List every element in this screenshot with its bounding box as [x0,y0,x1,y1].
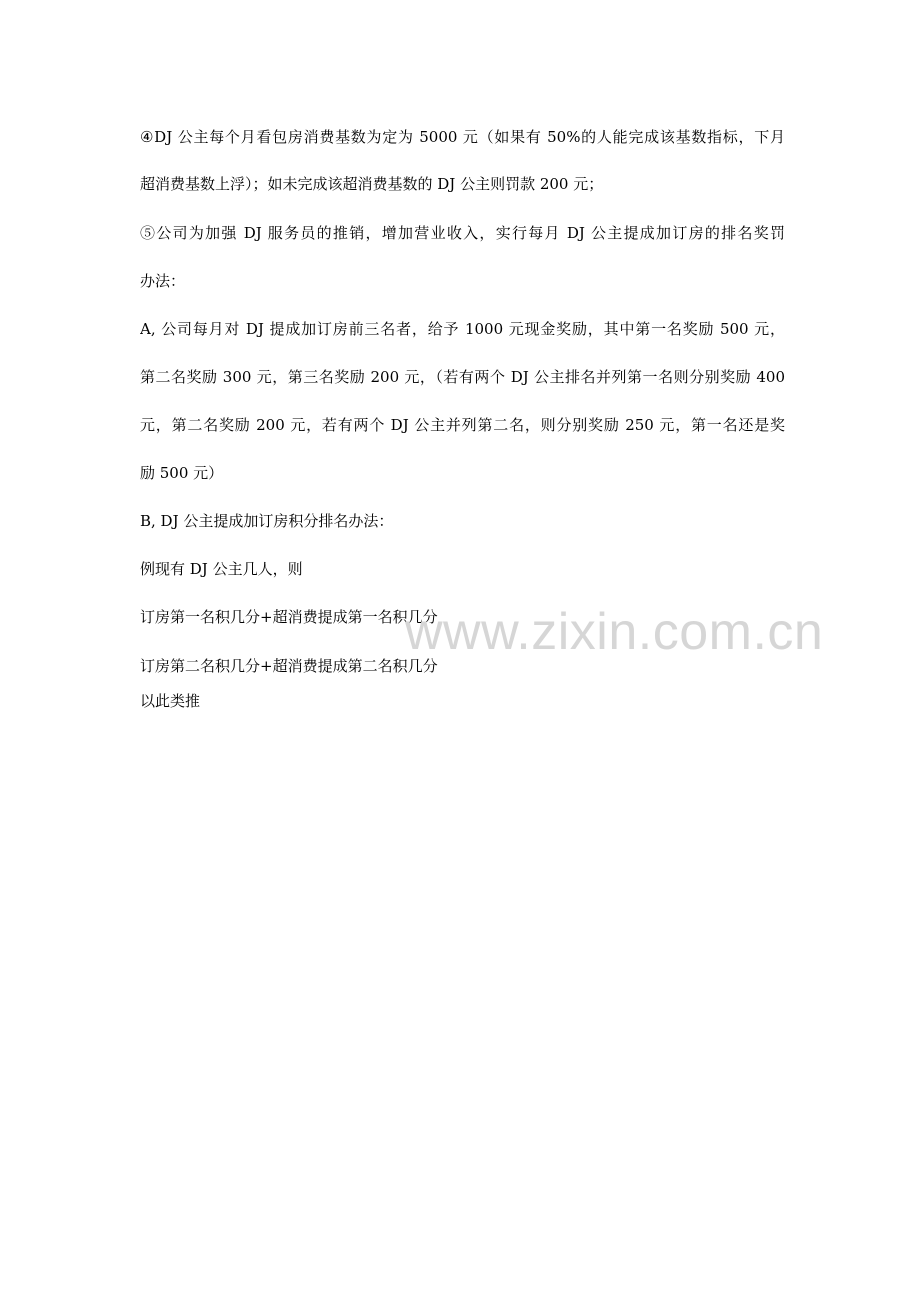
watermark: www.zixin.com.cn [405,603,824,661]
paragraph-line: 第二名奖励 300 元，第三名奖励 200 元，（若有两个 DJ 公主排名并列第一名则分别奖励 400 [140,368,785,386]
paragraph-line: 以此类推 [140,692,201,710]
paragraph-line: 例现有 DJ 公主几人，则 [140,560,303,578]
paragraph-line: 订房第一名积几分+超消费提成第一名积几分 [140,608,438,626]
paragraph-line: 订房第二名积几分+超消费提成第二名积几分 [140,657,438,675]
paragraph-line: ⑤公司为加强 DJ 服务员的推销，增加营业收入，实行每月 DJ 公主提成加订房的排名奖罚 [140,224,785,242]
paragraph-line: 元，第二名奖励 200 元，若有两个 DJ 公主并列第二名，则分别奖励 250 元，第一名还是奖 [140,416,785,434]
paragraph-line: B, DJ 公主提成加订房积分排名办法： [140,512,394,530]
paragraph-line: 办法： [140,272,186,290]
paragraph-line: 励 500 元） [140,464,224,482]
paragraph-line: 超消费基数上浮）；如未完成该超消费基数的 DJ 公主则罚款 200 元； [140,175,604,193]
paragraph-line: A, 公司每月对 DJ 提成加订房前三名者，给予 1000 元现金奖励，其中第一名奖励 500 元， [140,320,785,338]
paragraph-line: ④DJ 公主每个月看包房消费基数为定为 5000 元（如果有 50%的人能完成该基数指标，下月 [140,128,785,146]
